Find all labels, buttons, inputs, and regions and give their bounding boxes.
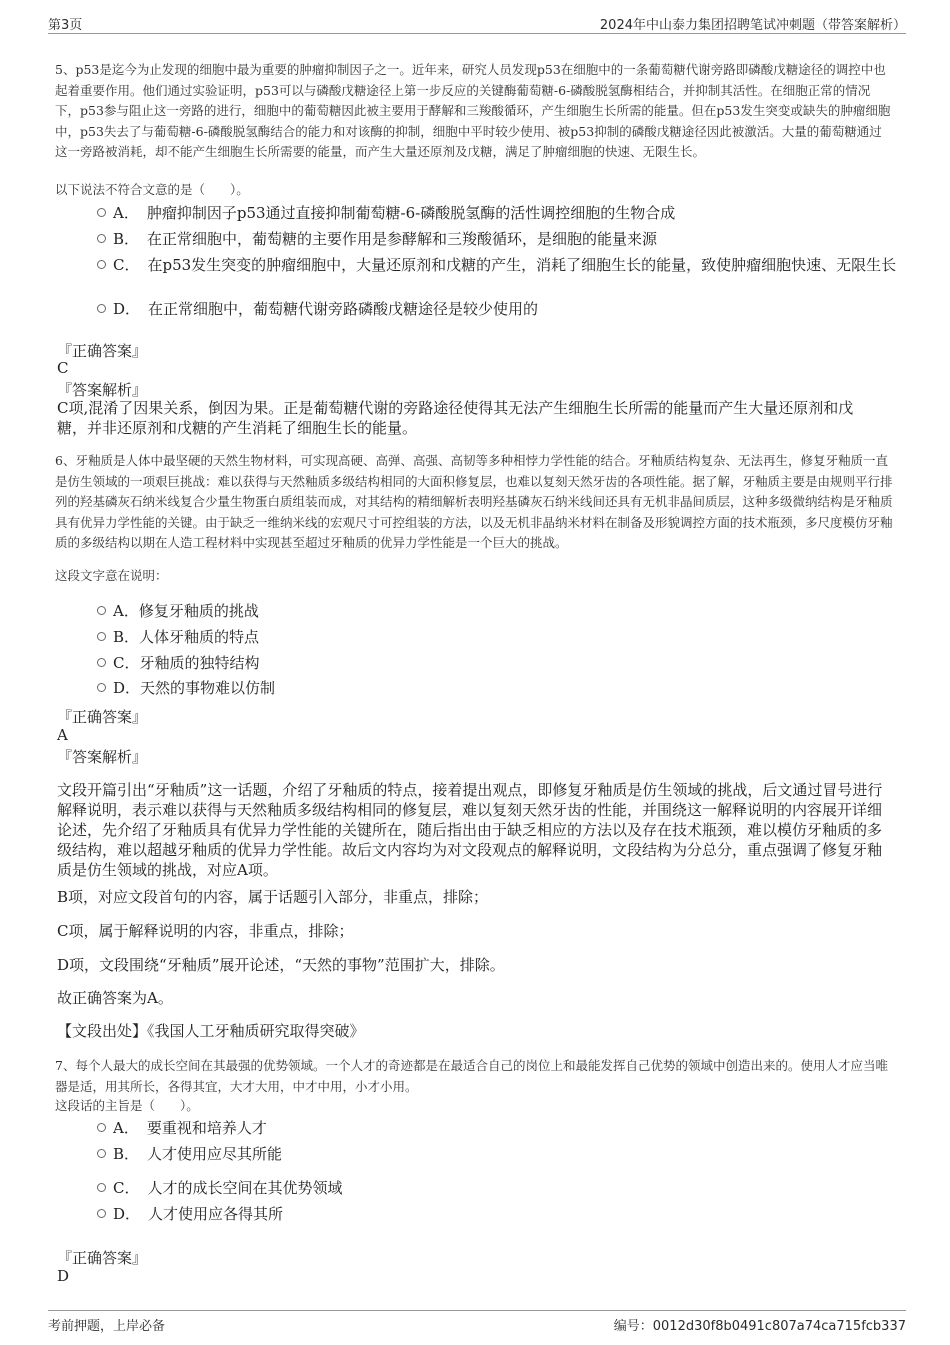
q6-source: 【文段出处】《我国人工牙釉质研究取得突破》 [57,1022,365,1040]
q6-analysis-d: D项，文段围绕“牙釉质”展开论述，“天然的事物”范围扩大，排除。 [57,956,505,974]
question-5-prompt: 以下说法不符合文意的是（ ）。 [55,182,249,197]
q7-answer: D [57,1267,70,1285]
question-6-prompt: 这段文字意在说明： [55,568,168,583]
page-footer [48,1310,906,1334]
q7-option-c[interactable]: C． 人才的成长空间在其优势领域 [97,1178,343,1199]
question-7-prompt: 这段话的主旨是（ ）。 [55,1098,199,1113]
q5-option-a[interactable]: A． 肿瘤抑制因子p53通过直接抑制葡萄糖-6-磷酸脱氢酶的活性调控细胞的生物合成 [97,203,675,224]
radio-icon[interactable] [97,304,106,313]
question-5-text: 5、p53是迄今为止发现的细胞中最为重要的肿瘤抑制因子之一。近年来，研究人员发现p53在细胞中的一条葡萄糖代谢旁路即磷酸戊糖途径的调控中也起着重要作用。他们通过实验证明，p53可以与磷酸戊糖途径上第一步反应的关键酶葡萄糖-6-磷酸脱氢酶相结合，并抑制其活性。在细胞正常的情况下，p53参与阻止这一旁路的进行，细胞中的葡萄糖因此被主要用于酵解和三羧酸循环，产生细胞生长所需的能量。但在p53发生突变或缺失的肿瘤细胞中，p53失去了与葡萄糖-6-磷酸脱氢酶结合的能力和对该酶的抑制，细胞中平时较少使用、被p53抑制的磷酸戊糖途径因此被激活。大量的葡萄糖通过这一旁路被消耗，却不能产生细胞生长所需要的能量，而产生大量还原剂及戊糖，满足了肿瘤细胞的快速、无限生长。 [55,62,891,159]
radio-icon[interactable] [97,1123,106,1132]
radio-icon[interactable] [97,1209,106,1218]
radio-icon[interactable] [97,683,106,692]
q7-option-d[interactable]: D． 人才使用应各得其所 [97,1204,283,1225]
q5-analysis: C项,混淆了因果关系，倒因为果。正是葡萄糖代谢的旁路途径使得其无法产生细胞生长所需的能量而产生大量还原剂和戊糖，并非还原剂和戊糖的产生消耗了细胞生长的能量。 [57,399,854,437]
q5-option-d[interactable]: D． 在正常细胞中，葡萄糖代谢旁路磷酸戊糖途径是较少使用的 [97,299,538,320]
q6-analysis-b: B项，对应文段首句的内容，属于话题引入部分，非重点，排除； [57,888,489,906]
q5-answer: C [57,359,69,377]
radio-icon[interactable] [97,606,106,615]
page-number: 第3页 [48,18,83,33]
question-6-text: 6、牙釉质是人体中最坚硬的天然生物材料，可实现高硬、高弹、高强、高韧等多种相悖力学性能的结合。牙釉质结构复杂、无法再生，修复牙釉质一直是仿生领域的一项艰巨挑战：难以获得与天然釉质多级结构相同的大面积修复层，也难以复刻天然牙齿的各项性能。据了解，牙釉质主要是由规则平行排列的羟基磷灰石纳米线复合少量生物蛋白质组装而成，对其结构的精细解析表明羟基磷灰石纳米线间还具有无机非晶间质层，这种多级微纳结构是牙釉质具有优异力学性能的关键。由于缺乏一维纳米线的宏观尺寸可控组装的方法，以及无机非晶纳米材料在制备及形貌调控方面的技术瓶颈，多尺度模仿牙釉质的多级结构以期在人造工程材料中实现甚至超过牙釉质的优异力学性能是一个巨大的挑战。 [55,453,893,550]
q5-answer-label: 『正确答案』 [57,342,148,360]
q6-analysis-c: C项，属于解释说明的内容，非重点，排除； [57,922,354,940]
footer-slogan: 考前押题，上岸必备 [48,1319,166,1334]
q6-analysis-label: 『答案解析』 [57,748,148,766]
question-7-text: 7、每个人最大的成长空间在其最强的优势领域。一个人才的奇迹都是在最适合自己的岗位上和最能发挥自己优势的领域中创造出来的。使用人才应当唯器是适，用其所长，各得其宜，大才大用，中才中用，小才小用。 [55,1058,888,1094]
radio-icon[interactable] [97,658,106,667]
document-id: 编号：0012d30f8b0491c807a74ca715fcb337 [613,1319,906,1334]
radio-icon[interactable] [97,632,106,641]
q7-option-a[interactable]: A． 要重视和培养人才 [97,1118,267,1139]
q5-option-c[interactable]: C． 在p53发生突变的肿瘤细胞中，大量还原剂和戊糖的产生，消耗了细胞生长的能量，致使肿瘤细胞快速、无限生长 [97,255,897,276]
q5-option-b[interactable]: B． 在正常细胞中，葡萄糖的主要作用是参酵解和三羧酸循环，是细胞的能量来源 [97,229,657,250]
q7-option-b[interactable]: B． 人才使用应尽其所能 [97,1144,282,1165]
radio-icon[interactable] [97,1149,106,1158]
page-header [48,14,906,34]
q6-conclusion: 故正确答案为A。 [57,989,173,1007]
q6-answer-label: 『正确答案』 [57,708,148,726]
q6-analysis: 文段开篇引出“牙釉质”这一话题，介绍了牙釉质的特点，接着提出观点，即修复牙釉质是仿生领域的挑战，后文通过冒号进行解释说明，表示难以获得与天然釉质多级结构相同的修复层，难以复刻天然牙齿的性能，并围绕这一解释说明的内容展开详细论述，先介绍了牙釉质具有优异力学性能的关键所在，随后指出由于缺乏相应的方法以及存在技术瓶颈，难以模仿牙釉质的多级结构，难以超越牙釉质的优异力学性能。故后文内容均为对文段观点的解释说明，文段结构为分总分，重点强调了修复牙釉质是仿生领域的挑战，对应A项。 [57,781,883,879]
q6-option-d[interactable]: D．天然的事物难以仿制 [97,678,275,699]
radio-icon[interactable] [97,260,106,269]
q5-analysis-label: 『答案解析』 [57,381,148,399]
radio-icon[interactable] [97,208,106,217]
q6-option-c[interactable]: C．牙釉质的独特结构 [97,653,260,674]
radio-icon[interactable] [97,234,106,243]
document-title: 2024年中山泰力集团招聘笔试冲刺题（带答案解析） [599,18,906,33]
q7-answer-label: 『正确答案』 [57,1249,148,1267]
q6-option-a[interactable]: A．修复牙釉质的挑战 [97,601,259,622]
q6-answer: A [57,726,68,744]
radio-icon[interactable] [97,1183,106,1192]
q6-option-b[interactable]: B．人体牙釉质的特点 [97,627,259,648]
